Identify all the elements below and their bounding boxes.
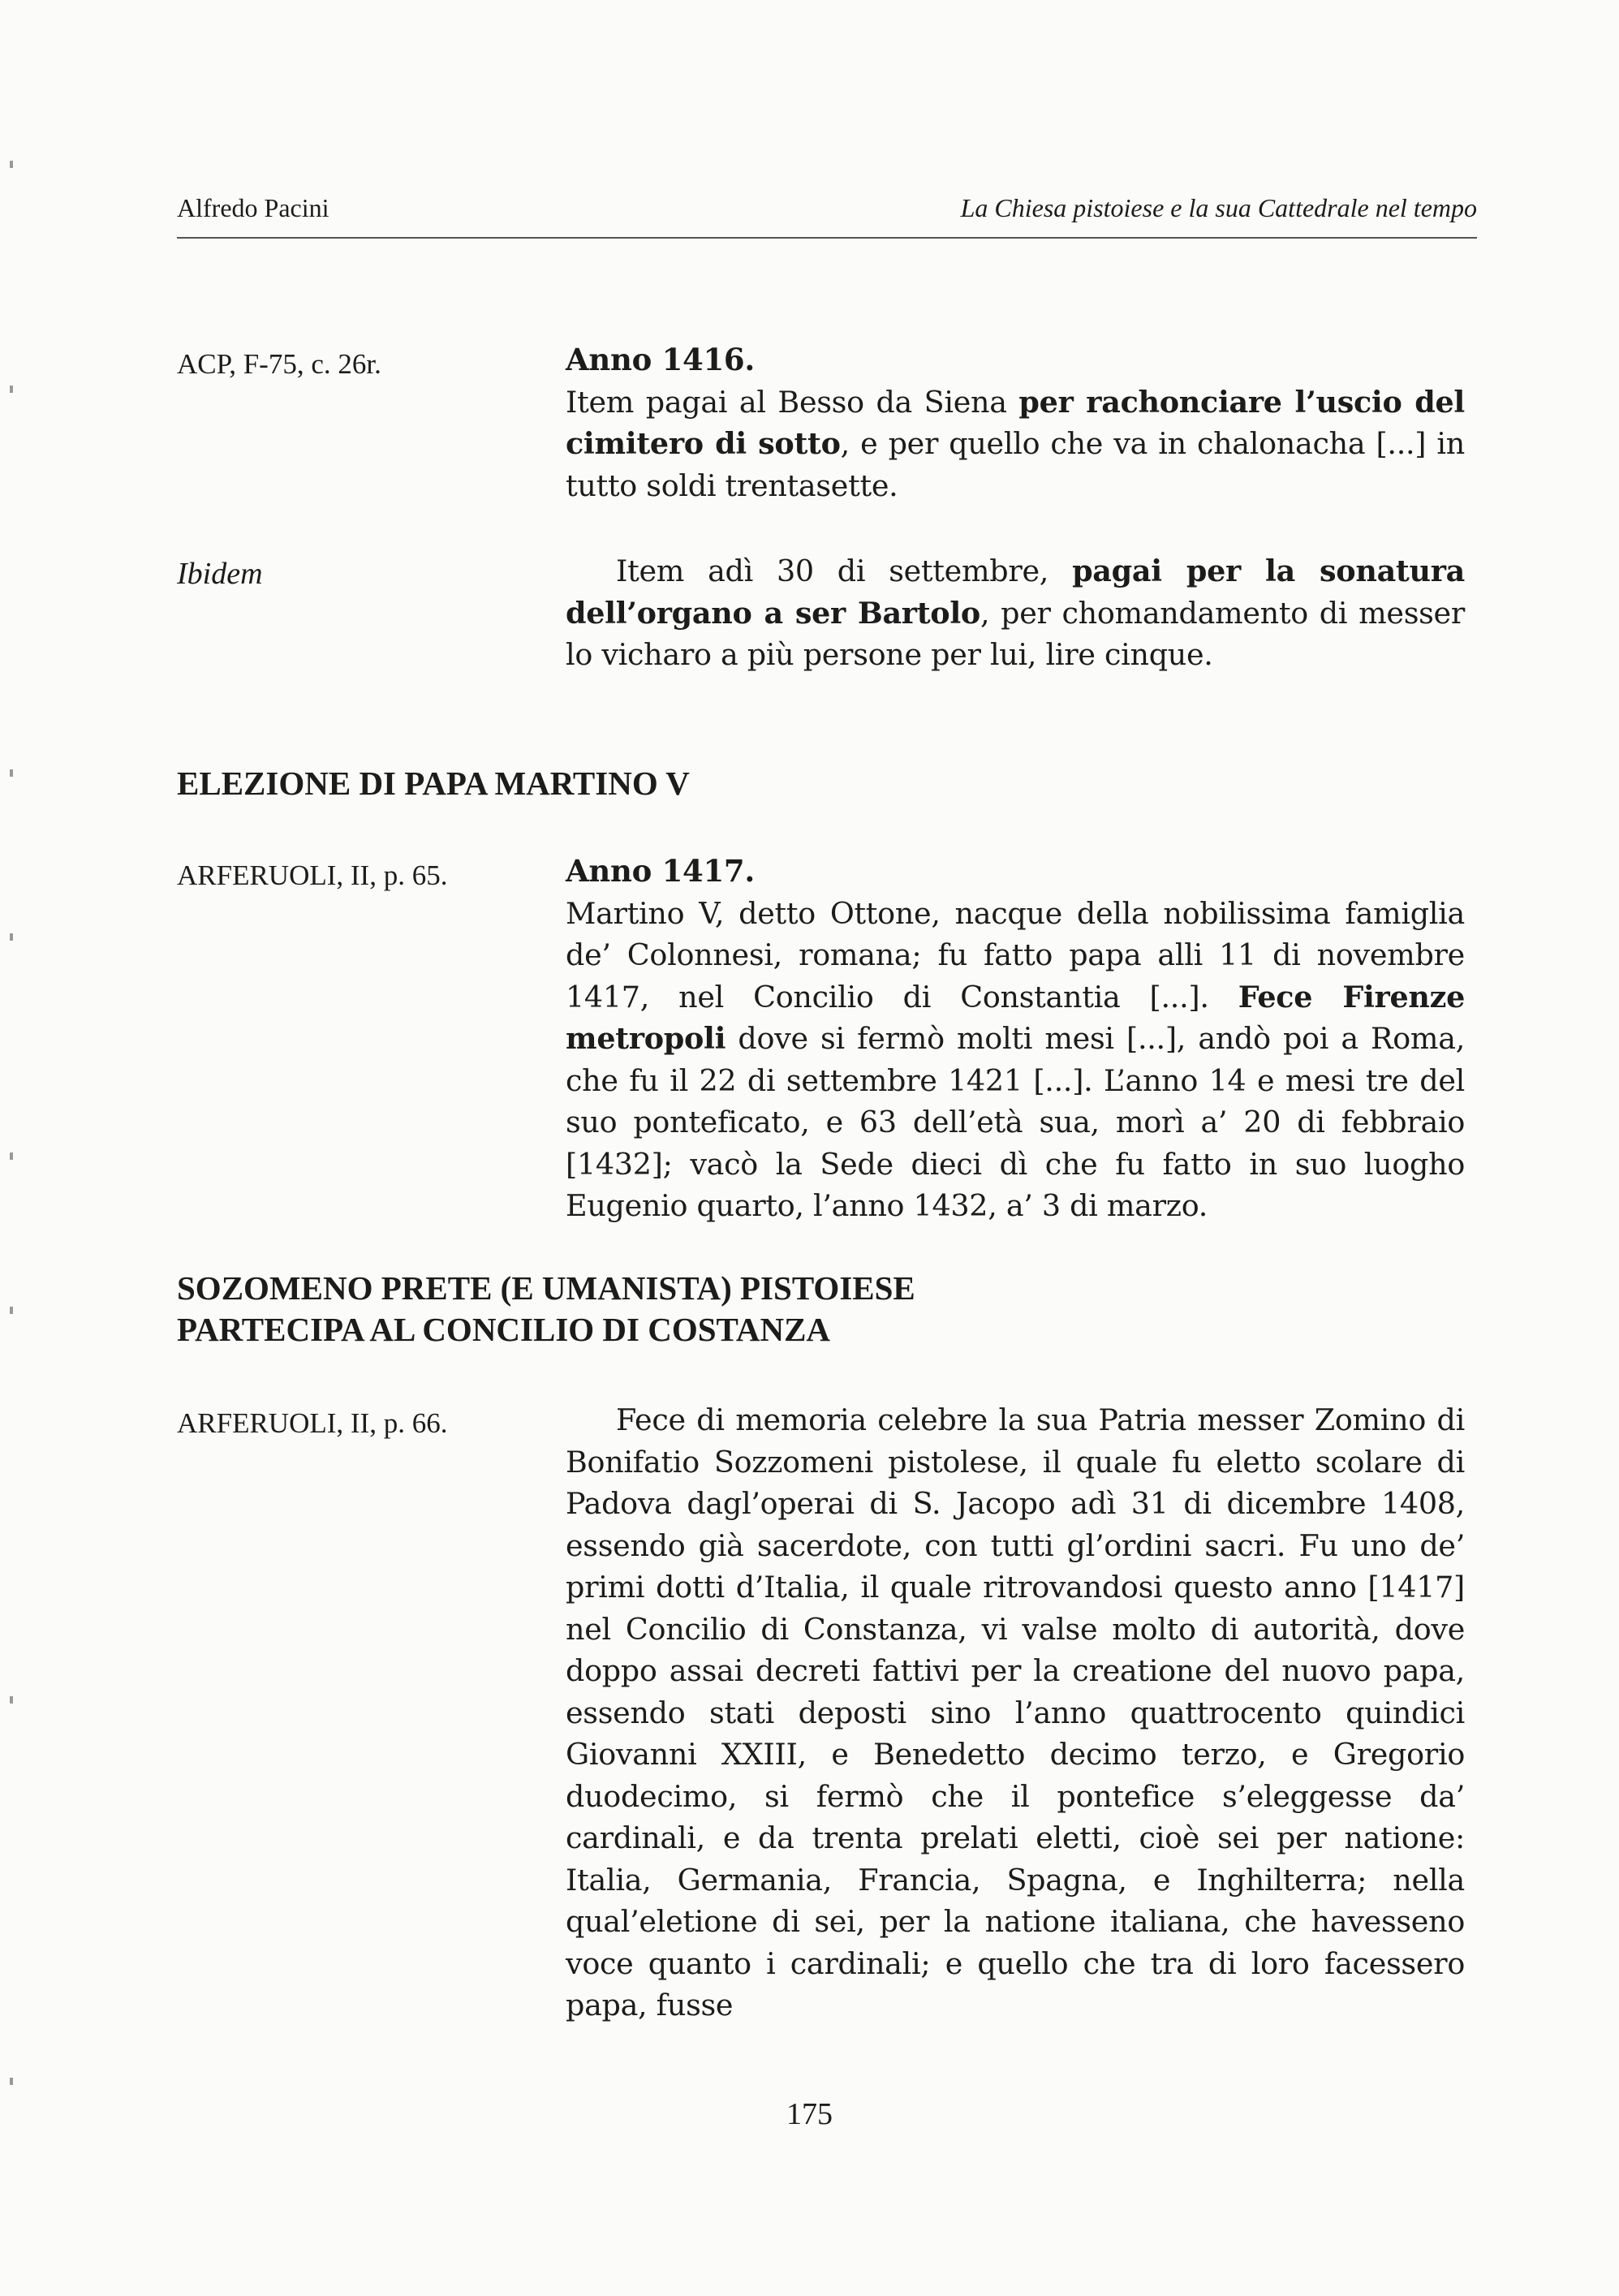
scan-speck [10, 386, 13, 393]
entry-4-text [566, 1399, 1465, 2027]
section-heading-line-1: SOZOMENO PRETE (E UMANISTA) PISTOIESE [177, 1269, 915, 1307]
header-author: Alfredo Pacini [177, 193, 329, 222]
entry-3-reference: ARFERUOLI, II, p. 65. [177, 859, 448, 891]
section-heading-line-2: PARTECIPA AL CONCILIO DI COSTANZA [177, 1311, 831, 1348]
scan-speck [10, 161, 13, 168]
scan-speck [10, 769, 13, 777]
scan-speck [10, 933, 13, 941]
entry-4-body: Fece di memoria celebre la sua Patria messer Zomino di Bonifatio Sozzomeni pistolese, il quale fu eletto scolare di Padova dagl’operai di S. Jacopo adì 31 di dicembre 1408, essendo già sacerdote, con tutti gl’ordini sacri. Fu uno de’ primi dotti d’Italia, il quale ritrovandosi questo anno [1417] nel Concilio di Constanza, vi valse molto di autorità, dove doppo assai decreti fattivi per la creatione del nuovo papa, essendo stati deposti sino l’anno quattrocento quindici Giovanni XXIII, e Benedetto decimo terzo, e Gregorio duodecimo, si fermò che il pontefice s’eleggesse da’ cardinali, e da trenta prelati eletti, cioè sei per natione: Italia, Germania, Francia, Spagna, e Inghilterra; nella qual’eletione di sei, per la natione italiana, che havesseno voce quanto i cardinali; e quello che tra di loro facessero papa, fusse [566, 1402, 1465, 2022]
scan-speck [10, 1152, 13, 1160]
entry-2-reference: Ibidem [177, 557, 263, 591]
header-rule [177, 237, 1477, 239]
entry-2-text [566, 550, 1465, 676]
scan-speck [10, 1696, 13, 1704]
entry-1-text [566, 339, 1465, 506]
section-heading-sozomeno [177, 1268, 1313, 1350]
section-heading-election: ELEZIONE DI PAPA MARTINO V [177, 765, 690, 802]
entry-3-body: Martino V, detto Ottone, nacque della nobilissima famiglia de’ Colonnesi, romana; fu fatto papa alli 11 di novembre 1417, nel Concilio di Constantia [...]. Fece Firenze metropoli dove si fermò molti mesi [...], andò poi a Roma, che fu il 22 di settembre 1421 [...]. L’anno 14 e mesi tre del suo ponteficato, e 63 dell’età sua, morì a’ 20 di febbraio [1432]; vacò la Sede dieci dì che fu fatto in suo luogho Eugenio quarto, l’anno 1432, a’ 3 di marzo. [566, 895, 1465, 1223]
running-header [177, 193, 1477, 223]
entry-4-reference: ARFERUOLI, II, p. 66. [177, 1407, 448, 1439]
scan-speck [10, 2078, 13, 2085]
entry-1-year: Anno 1416. [566, 342, 755, 377]
entry-3-year: Anno 1417. [566, 853, 755, 889]
entry-2-body: Item adì 30 di settembre, pagai per la sonatura dell’organo a ser Bartolo, per chomandamento di messer lo vicharo a più persone per lui, lire cinque. [566, 554, 1466, 672]
page-number: 175 [786, 2097, 833, 2131]
entry-1-reference: ACP, F-75, c. 26r. [177, 348, 381, 380]
entry-3-text [566, 851, 1465, 1227]
header-title: La Chiesa pistoiese e la sua Cattedrale nel tempo [960, 193, 1477, 222]
entry-1-body: Item pagai al Besso da Siena per rachonciare l’uscio del cimitero di sotto, e per quello che va in chalonacha [...] in tutto soldi trentasette. [566, 384, 1465, 503]
scan-speck [10, 1307, 13, 1314]
